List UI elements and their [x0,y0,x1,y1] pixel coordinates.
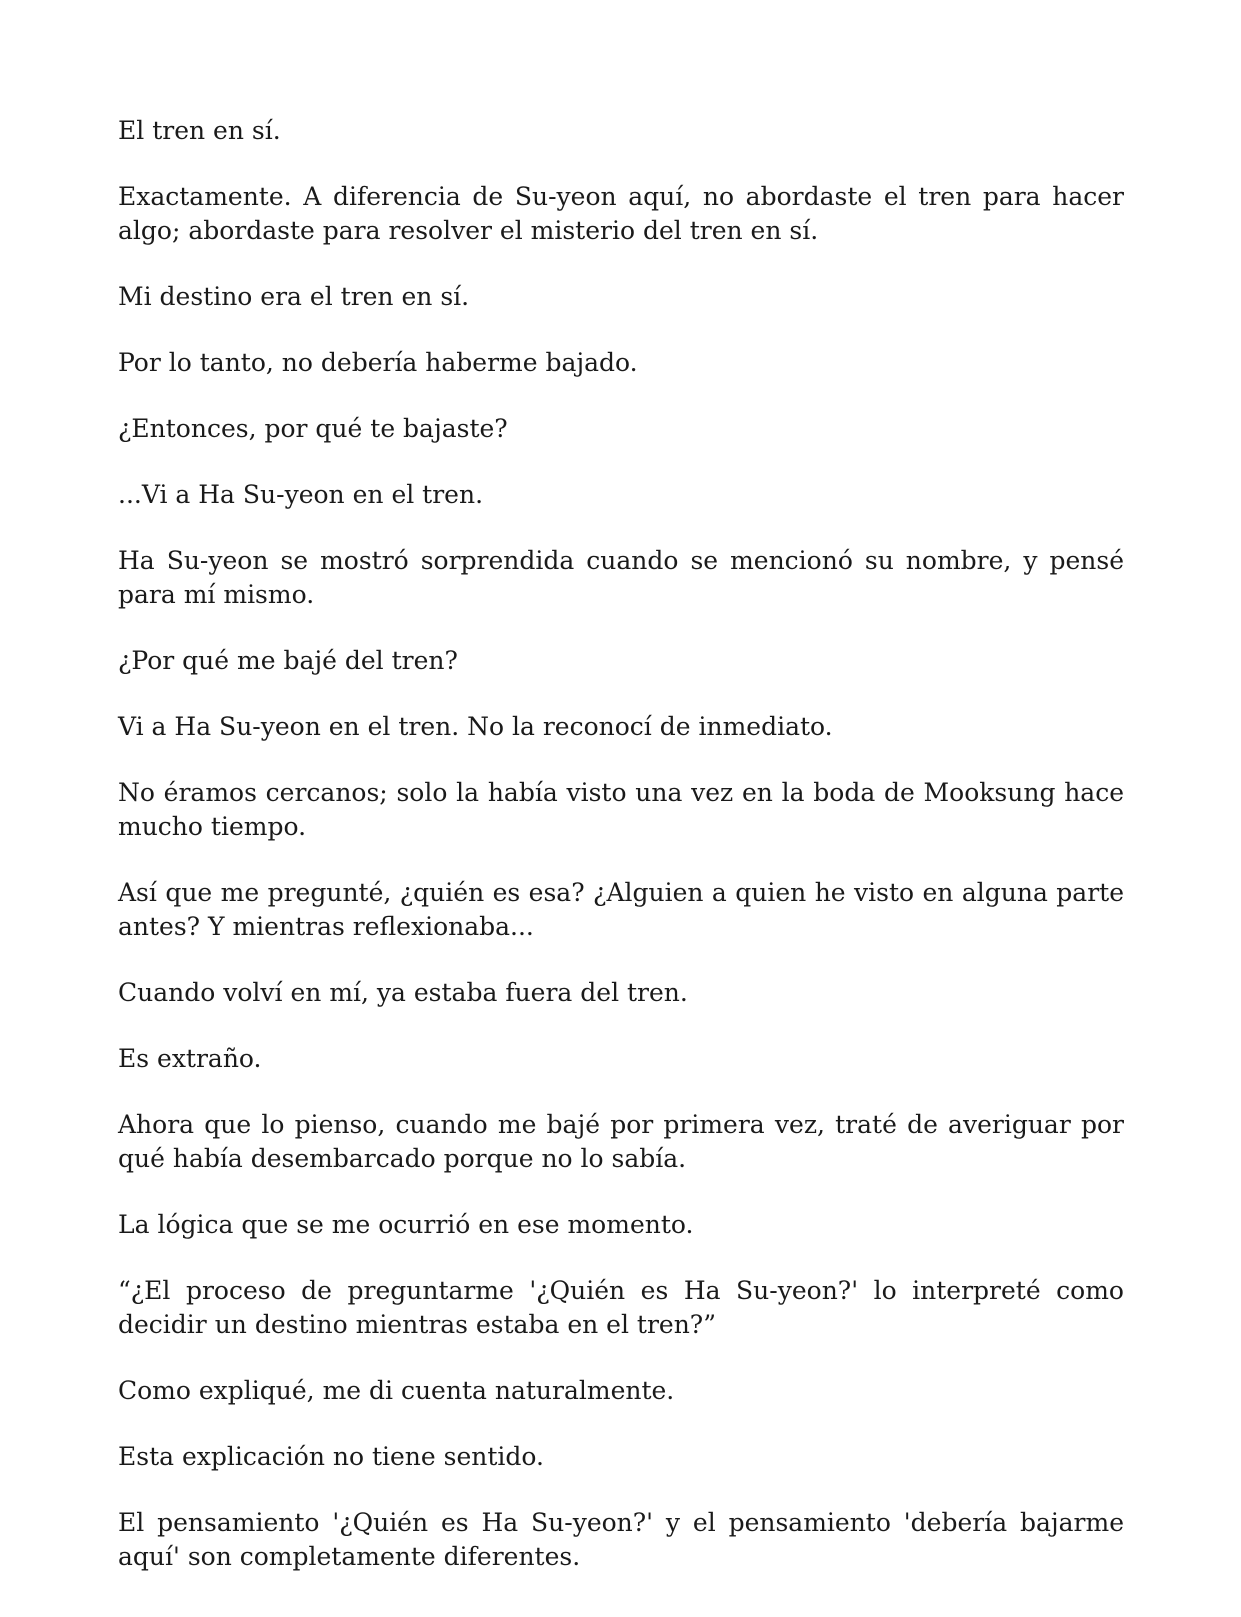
paragraph: Así que me pregunté, ¿quién es esa? ¿Alguien a quien he visto en alguna parte antes? Y mientras reflexionaba... [118,878,1124,941]
paragraph: La lógica que se me ocurrió en ese momento. [118,1210,694,1239]
paragraph: No éramos cercanos; solo la había visto una vez en la boda de Mooksung hace mucho tiempo. [118,778,1124,841]
paragraph: ¿Por qué me bajé del tren? [118,646,458,675]
paragraph: Vi a Ha Su-yeon en el tren. No la reconocí de inmediato. [118,712,833,741]
paragraph: Ha Su-yeon se mostró sorprendida cuando se mencionó su nombre, y pensé para mí mismo. [118,546,1124,609]
paragraph: Por lo tanto, no debería haberme bajado. [118,348,638,377]
paragraph: ...Vi a Ha Su-yeon en el tren. [118,480,484,509]
paragraph: Mi destino era el tren en sí. [118,282,470,311]
paragraph: Esta explicación no tiene sentido. [118,1442,544,1471]
paragraph: Como expliqué, me di cuenta naturalmente. [118,1376,675,1405]
body-text [118,114,1124,1606]
paragraph: El pensamiento '¿Quién es Ha Su-yeon?' y el pensamiento 'debería bajarme aquí' son completamente diferentes. [118,1508,1124,1571]
paragraph: Es extraño. [118,1044,262,1073]
paragraph: “¿El proceso de preguntarme '¿Quién es Ha Su-yeon?' lo interpreté como decidir un destino mientras estaba en el tren?” [118,1276,1124,1339]
paragraph: Ahora que lo pienso, cuando me bajé por primera vez, traté de averiguar por qué había desembarcado porque no lo sabía. [118,1110,1124,1173]
paragraph: ¿Entonces, por qué te bajaste? [118,414,508,443]
paragraph: Cuando volví en mí, ya estaba fuera del tren. [118,978,688,1007]
paragraph: El tren en sí. [118,116,281,145]
paragraph: Exactamente. A diferencia de Su-yeon aquí, no abordaste el tren para hacer algo; abordaste para resolver el misterio del tren en sí. [118,182,1124,245]
